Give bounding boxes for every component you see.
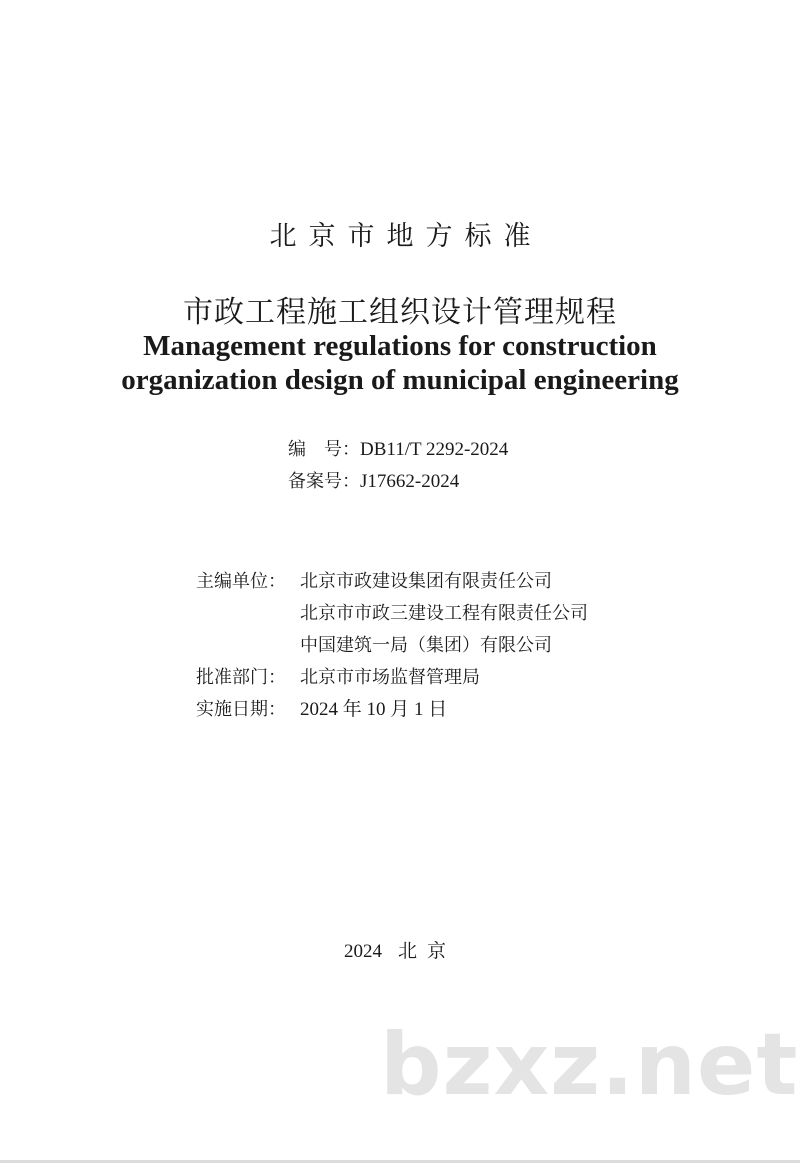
approval-label: 批准部门： [196,667,286,688]
editor-item: 中国建筑一局（集团）有限公司 [300,635,552,656]
editor-item: 北京市政建设集团有限责任公司 [300,571,552,592]
publication-footer [0,936,800,963]
editors-row [196,566,588,662]
approval-row [196,662,588,694]
record-number-row [288,466,508,498]
site-watermark: bzxz.net [380,1015,799,1115]
page-bottom-divider [0,1160,800,1163]
standard-codes [288,434,508,498]
publication-year: 2024 [343,941,382,962]
effective-date-row [196,694,588,726]
english-title-line-1: Management regulations for construction [143,330,657,362]
editors-list [300,566,588,662]
standard-number-value: DB11/T 2292-2024 [360,439,509,460]
editors-label: 主编单位： [196,571,286,592]
publication-info [196,566,588,726]
record-number-value: J17662-2024 [360,471,460,492]
editor-item: 北京市市政三建设工程有限责任公司 [300,603,588,624]
standard-type-heading: 北京市地方标准 [269,221,543,252]
publication-city: 北京 [397,940,456,962]
english-title-line-2: organization design of municipal engineering [121,364,679,396]
effective-date-value: 2024 年 10 月 1 日 [300,699,448,720]
effective-date-label: 实施日期： [196,699,286,720]
approval-value: 北京市市场监督管理局 [300,667,480,688]
record-number-label: 备案号： [288,471,360,492]
standard-number-row [288,434,508,466]
standard-number-label: 编 号： [288,439,360,460]
chinese-title: 市政工程施工组织设计管理规程 [183,295,617,330]
english-title [0,329,800,397]
